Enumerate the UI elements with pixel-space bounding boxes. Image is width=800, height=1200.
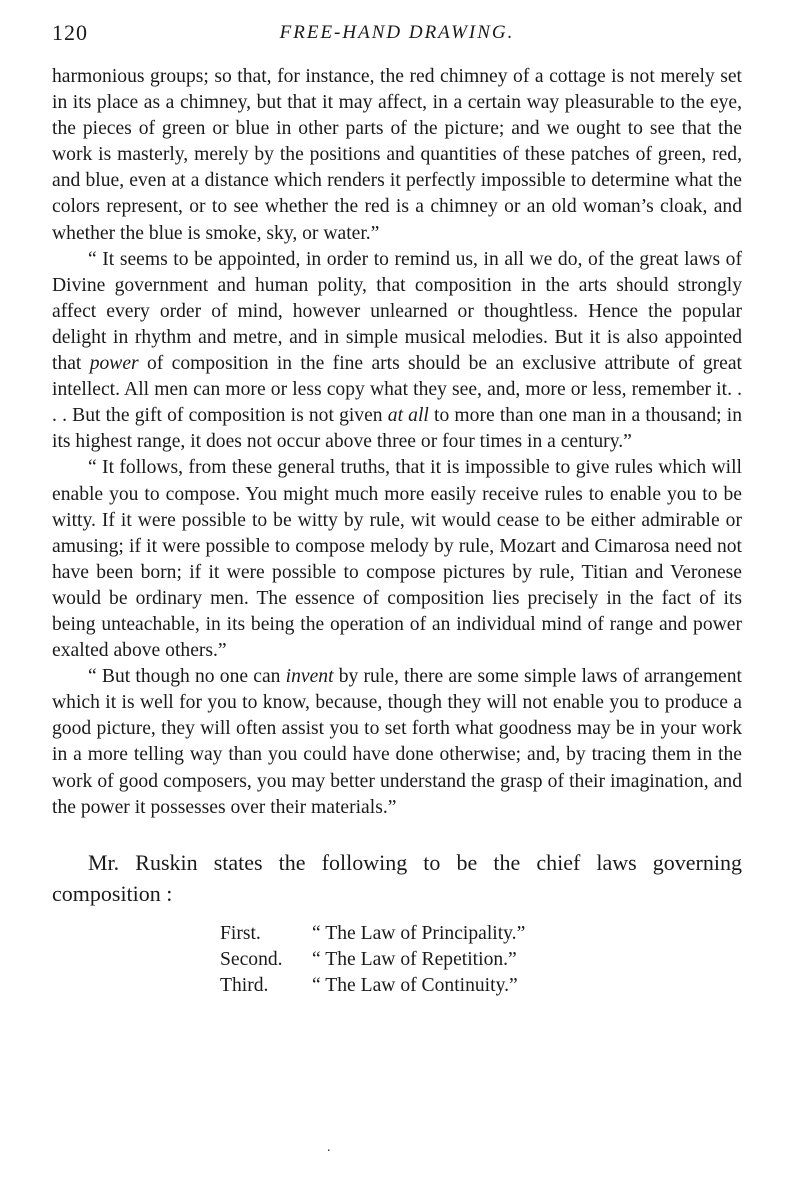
law-name: “ The Law of Continuity.” bbox=[312, 974, 518, 996]
law-name: “ The Law of Repetition.” bbox=[312, 948, 517, 970]
law-item bbox=[220, 973, 742, 999]
law-ordinal: First. bbox=[220, 922, 261, 944]
laws-intro bbox=[52, 847, 742, 909]
body-text bbox=[52, 64, 742, 821]
running-title: FREE-HAND DRAWING. bbox=[279, 22, 515, 43]
emphasis-power: power bbox=[89, 353, 139, 375]
emphasis-at-all: at all bbox=[387, 405, 429, 427]
paragraph-2 bbox=[52, 247, 742, 456]
law-name: “ The Law of Principality.” bbox=[312, 922, 526, 944]
book-page bbox=[52, 18, 742, 999]
laws-intro-text: Mr. Ruskin states the following to be the chief laws governing composition : bbox=[52, 849, 742, 906]
law-ordinal: Second. bbox=[220, 948, 283, 970]
law-item bbox=[220, 921, 742, 947]
paragraph-4-text-b: by rule, there are some simple laws of arrangement which it is well for you to know, because, though they will not enable you to produce a good picture, they will often assist you to set forth what goodness may be in your work in a more telling way than you could have done otherwise; and, by tracing them in the work of good composers, you may better understand the grasp of their imagination, and the power it possesses over their materials.” bbox=[52, 666, 742, 818]
law-item bbox=[220, 947, 742, 973]
laws-list bbox=[220, 921, 742, 999]
paragraph-4 bbox=[52, 664, 742, 821]
paragraph-2-text-a: “ It seems to be appointed, in order to remind us, in all we do, of the great laws of Divine government and human polity, that composition in the arts should strongly affect every order of mind, however unlearned or thoughtless. Hence the popular delight in rhythm and metre, and in simple musical melodies. But it is also appointed that bbox=[52, 248, 742, 375]
paragraph-1: harmonious groups; so that, for instance, the red chimney of a cottage is not merely set in its place as a chimney, but that it may affect, in a certain way pleasurable to the eye, the pieces of green or blue in other parts of the picture; and we ought to see that the work is masterly, merely by the positions and quantities of these patches of green, red, and blue, even at a distance which renders it perfectly impossible to determine what the colors represent, or to see whether the red is a chimney or an old woman’s cloak, and whether the blue is smoke, sky, or water.” bbox=[52, 66, 742, 244]
running-head bbox=[52, 18, 742, 48]
paragraph-4-text-a: “ But though no one can bbox=[88, 666, 286, 688]
page-number: 120 bbox=[52, 20, 88, 45]
paragraph-2-text-b: of composition in the fine arts should be an exclusive attribute of great intellect. All men can more or less copy what they see, and, more or less, remember it. . . . But the gift of composition is not given bbox=[52, 353, 742, 427]
page-ornament: . bbox=[327, 1140, 331, 1155]
paragraph-2-text-c: to more than one man in a thousand; in its highest range, it does not occur above three or four times in a century.” bbox=[52, 405, 742, 453]
emphasis-invent: invent bbox=[285, 666, 334, 688]
law-ordinal: Third. bbox=[220, 974, 269, 996]
paragraph-3: “ It follows, from these general truths, that it is impossible to give rules which will enable you to compose. You might much more easily receive rules to enable you to be witty. If it were possible to be witty by rule, wit would cease to be either admirable or amusing; if it were possible to compose melody by rule, Mozart and Cimarosa need not have been born; if it were possible to compose pictures by rule, Titian and Veronese would be ordinary men. The essence of composition lies precisely in the fact of its being unteachable, in its being the operation of an individual mind of range and power exalted above others.” bbox=[52, 457, 742, 662]
